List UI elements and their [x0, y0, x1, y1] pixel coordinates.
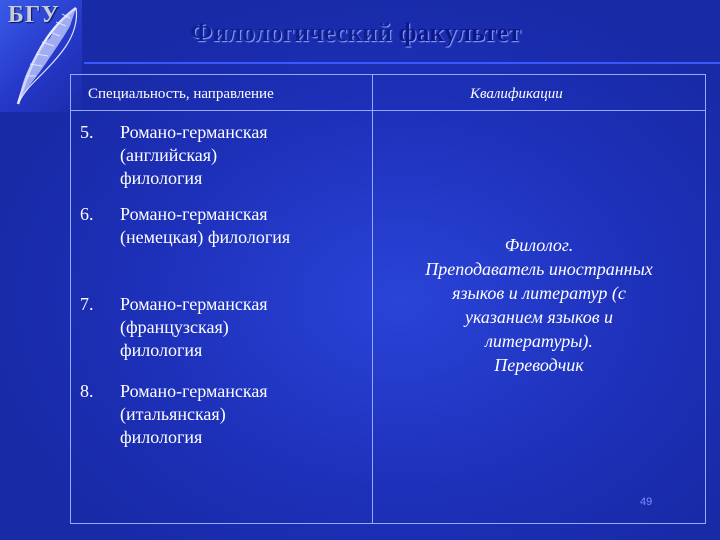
item-line: филология — [120, 427, 203, 447]
header-specialty: Специальность, направление — [88, 86, 274, 102]
item-number: 5. — [80, 122, 94, 142]
item-line: Романо-германская — [120, 204, 268, 224]
qualification-line: Филолог. — [504, 235, 574, 255]
qualification-line: литературы). — [485, 331, 593, 351]
page-title — [190, 18, 610, 48]
logo-text: БГУ — [8, 2, 60, 28]
item-line: Романо-германская — [120, 122, 268, 142]
qualification-line: указанием языков и — [464, 307, 614, 327]
header-qualification: Квалификации — [470, 86, 563, 102]
title-rule — [84, 62, 720, 64]
header-rule — [70, 110, 706, 111]
qualification-line: языков и литератур (с — [452, 283, 626, 303]
item-number: 7. — [80, 294, 94, 314]
column-divider — [372, 110, 373, 524]
qualification-text — [378, 233, 700, 377]
item-line: Романо-германская — [120, 381, 268, 401]
item-line: (немецкая) филология — [120, 227, 291, 247]
page-number: 49 — [640, 496, 653, 508]
title-part-2: факультет — [398, 18, 521, 47]
qualification-line: Преподаватель иностранных — [425, 259, 653, 279]
item-line: (французская) — [120, 317, 229, 337]
item-line: Романо-германская — [120, 294, 268, 314]
item-line: филология — [120, 168, 203, 188]
item-number: 6. — [80, 204, 94, 224]
qualification-line: Переводчик — [494, 355, 584, 375]
item-line: (итальянская) — [120, 404, 226, 424]
item-line: филология — [120, 340, 203, 360]
title-part-1: Филологический — [190, 18, 392, 47]
item-line: (английская) — [120, 145, 218, 165]
item-number: 8. — [80, 381, 94, 401]
column-divider-header — [372, 74, 373, 114]
